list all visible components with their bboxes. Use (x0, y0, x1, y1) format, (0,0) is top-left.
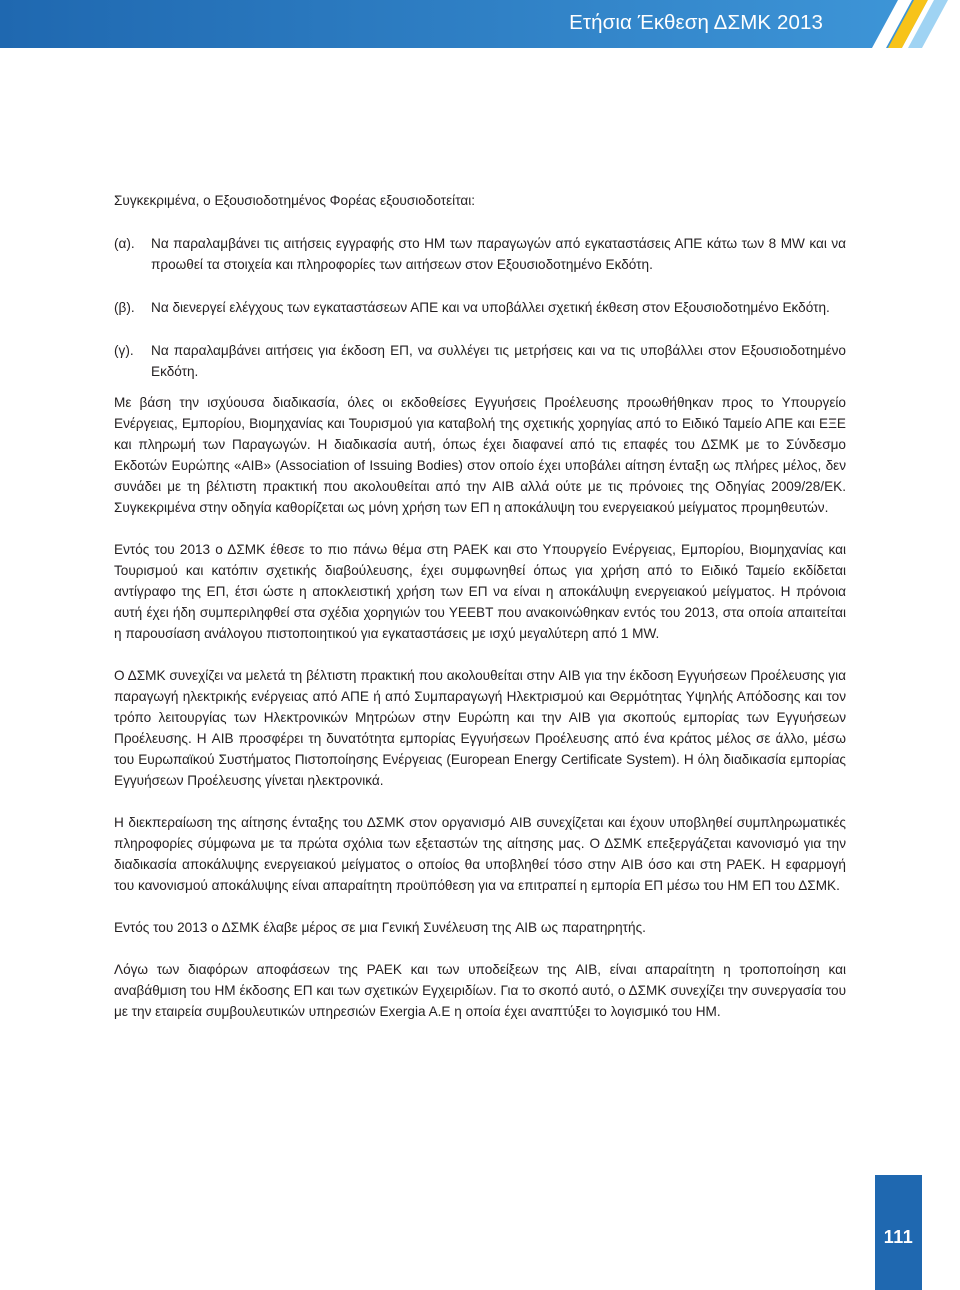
body-paragraph: Λόγω των διαφόρων αποφάσεων της ΡΑΕΚ και των υποδείξεων της AIB, είναι απαραίτητη η τροποποίηση και αναβάθμιση του ΗΜ έκδοσης ΕΠ και των σχετικών Εγχειριδίων. Για το σκοπό αυτό, ο ΔΣΜΚ συνεχίζει την συνεργασία του με την εταιρεία συμβουλευτικών υπηρεσιών Exergia A.E η οποία έχει αναπτύξει το λογισμικό του ΗΜ. (114, 962, 846, 1019)
header-banner (0, 0, 960, 48)
list-item (114, 233, 846, 275)
list-item (114, 297, 846, 318)
report-title: Ετήσια Έκθεση ΔΣΜΚ 2013 (569, 11, 823, 34)
body-paragraph: Με βάση την ισχύουσα διαδικασία, όλες οι εκδοθείσες Εγγυήσεις Προέλευσης προωθήθηκαν προς το Υπουργείο Ενέργειας, Εμπορίου, Βιομηχανίας και Τουρισμού για καταβολή της σχετικής χορηγίας από το Ειδικό Ταμείο ΑΠΕ και ΕΞΕ και πληρωμή των Παραγωγών. Η διαδικασία αυτή, όπως έχει διαφανεί από τις επαφές του ΔΣΜΚ με το Σύνδεσμο Εκδοτών Ευρώπης «AIB» (Association of Issuing Bodies) στον οποίο έχει υποβάλει αίτηση ένταξη ως πλήρες μέλος, δεν συνάδει με τη βέλτιστη πρακτική που ακολουθείται από την AIB αλλά ούτε με τις πρόνοιες της Οδηγίας 2009/28/ΕΚ. Συγκεκριμένα στην οδηγία καθορίζεται ως μόνη χρήση των ΕΠ η αποκάλυψη του ενεργειακού μείγματος προμηθευτών. (114, 395, 846, 515)
page-number-tab (875, 1175, 922, 1290)
body-paragraph: Εντός του 2013 ο ΔΣΜΚ έλαβε μέρος σε μια Γενική Συνέλευση της AIB ως παρατηρητής. (114, 920, 646, 935)
body-paragraph: Ο ΔΣΜΚ συνεχίζει να μελετά τη βέλτιστη πρακτική που ακολουθείται στην AIB για την έκδοση Εγγυήσεων Προέλευσης για παραγωγή ηλεκτρικής ενέργειας από ΑΠΕ ή από Συμπαραγωγή Ηλεκτρισμού και Θερμότητας Υψηλής Απόδοσης και τον τρόπο λειτουργίας των Ηλεκτρονικών Μητρώων στην Ευρώπη και την AIB για σκοπούς εμπορίας των Εγγυήσεων Προέλευσης. Η AIB προσφέρει τη δυνατότητα εμπορίας Εγγυήσεων Προέλευσης από ένα κράτος μέλος σε άλλο, μέσω του Ευρωπαϊκού Συστήματος Πιστοποίησης Ενέργειας (European Energy Certificate System). Η όλη διαδικασία εμπορίας Εγγυήσεων Προέλευσης γίνεται ηλεκτρονικά. (114, 668, 846, 788)
list-marker: (γ). (114, 343, 134, 358)
document-body (114, 190, 846, 1043)
body-paragraph: Εντός του 2013 ο ΔΣΜΚ έθεσε το πιο πάνω θέμα στη ΡΑΕΚ και στο Υπουργείο Ενέργειας, Εμπορίου, Βιομηχανίας και Τουρισμού και κατόπιν σχετικής διαβούλευσης, έχει συμφωνηθεί όπως για χρήση από το Ειδικό Ταμείο εκδίδεται αντίγραφο της ΕΠ, έτσι ώστε η αποκλειστική χρήση των ΕΠ να είναι η αποκάλυψη ενεργειακού μείγματος. Η πρόνοια αυτή έχει ήδη συμπεριληφθεί στα σχέδια χορηγιών του ΥΕΕΒΤ που ανακοινώθηκαν εντός του 2013, στα οποία απαιτείται η παρουσίαση ανάλογου πιστοποιητικού για εγκαταστάσεις με ισχύ μεγαλύτερη από 1 MW. (114, 542, 846, 641)
page-number: 111 (883, 1227, 914, 1247)
list-item (114, 340, 846, 382)
list-item-text: Να παραλαμβάνει τις αιτήσεις εγγραφής στο ΗΜ των παραγωγών από εγκαταστάσεις ΑΠΕ κάτω των 8 MW και να προωθεί τα στοιχεία και πληροφορίες των αιτήσεων στον Εξουσιοδοτημένο Εκδότη. (151, 236, 846, 272)
list-item-text: Να παραλαμβάνει αιτήσεις για έκδοση ΕΠ, να συλλέγει τις μετρήσεις και να τις υποβάλλει στον Εξουσιοδοτημένο Εκδότη. (151, 343, 846, 379)
list-marker: (α). (114, 236, 135, 251)
body-paragraph: Η διεκπεραίωση της αίτησης ένταξης του ΔΣΜΚ στον οργανισμό AIB συνεχίζεται και έχουν υποβληθεί συμπληρωματικές πληροφορίες σύμφωνα με τα πρώτα σχόλια των εξεταστών της αίτησης μας. Ο ΔΣΜΚ επεξεργάζεται κανονισμό για την διαδικασία αποκάλυψης ενεργειακού μείγματος ο οποίος θα υποβληθεί τόσο στην AIB όσο και στη ΡΑΕΚ. Η εφαρμογή του κανονισμού αποκάλυψης είναι απαραίτητη προϋπόθεση για να επιτραπεί η εμπορία ΕΠ μέσω του ΗΜ ΕΠ του ΔΣΜΚ. (114, 815, 846, 893)
list-item-text: Να διενεργεί ελέγχους των εγκαταστάσεων ΑΠΕ και να υποβάλλει σχετική έκθεση στον Εξουσιοδοτημένο Εκδότη. (151, 300, 830, 315)
intro-paragraph: Συγκεκριμένα, ο Εξουσιοδοτημένος Φορέας εξουσιοδοτείται: (114, 193, 476, 208)
list-marker: (β). (114, 300, 135, 315)
